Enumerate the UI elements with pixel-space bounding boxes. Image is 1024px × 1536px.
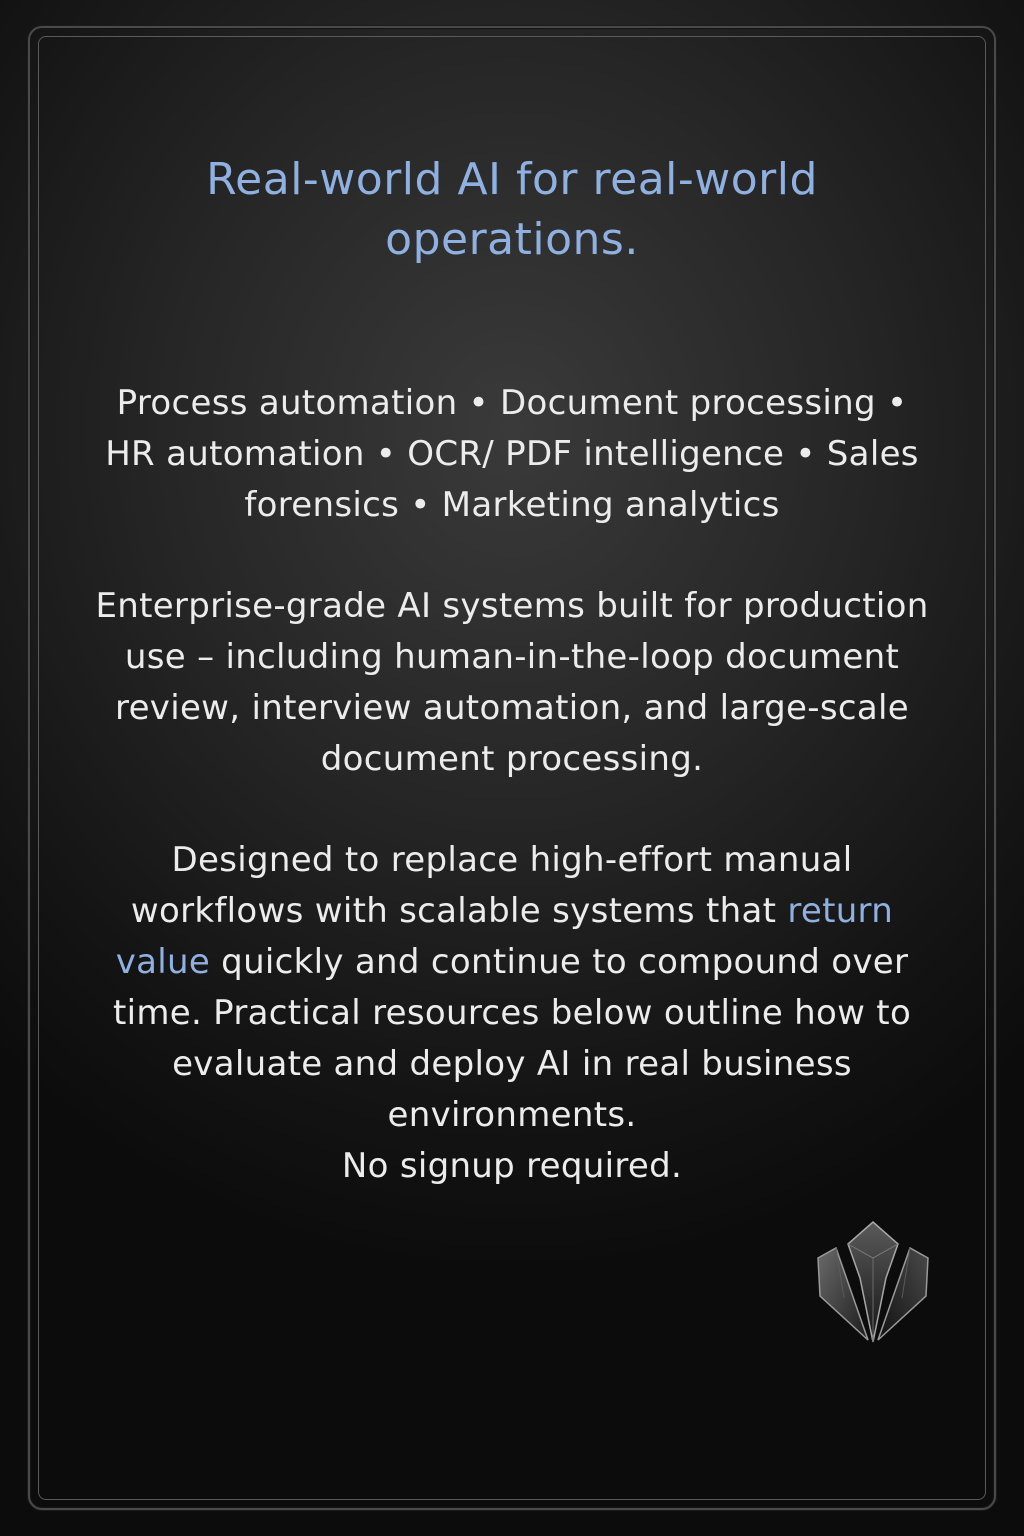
description-paragraph: Enterprise-grade AI systems built for production use – including human-in-the-loop document review, interview automation, and large-scale document processing.: [95, 586, 929, 779]
value-text-after: quickly and continue to compound over time. Practical resources below outline how to evaluate and deploy AI in real business environments.: [112, 942, 912, 1135]
return-value-highlight: return value: [115, 891, 894, 982]
crystal-crown-icon: [814, 1218, 932, 1348]
no-signup-note: No signup required.: [341, 1146, 683, 1186]
value-paragraph: [80, 835, 944, 1192]
page-title: Real-world AI for real-world operations.: [206, 154, 818, 265]
content: [80, 150, 944, 1192]
value-text-before: Designed to replace high-effort manual workflows with scalable systems that: [130, 840, 853, 931]
services-list: Process automation • Document processing • HR automation • OCR/ PDF intelligence • Sales forensics • Marketing analytics: [105, 383, 919, 525]
